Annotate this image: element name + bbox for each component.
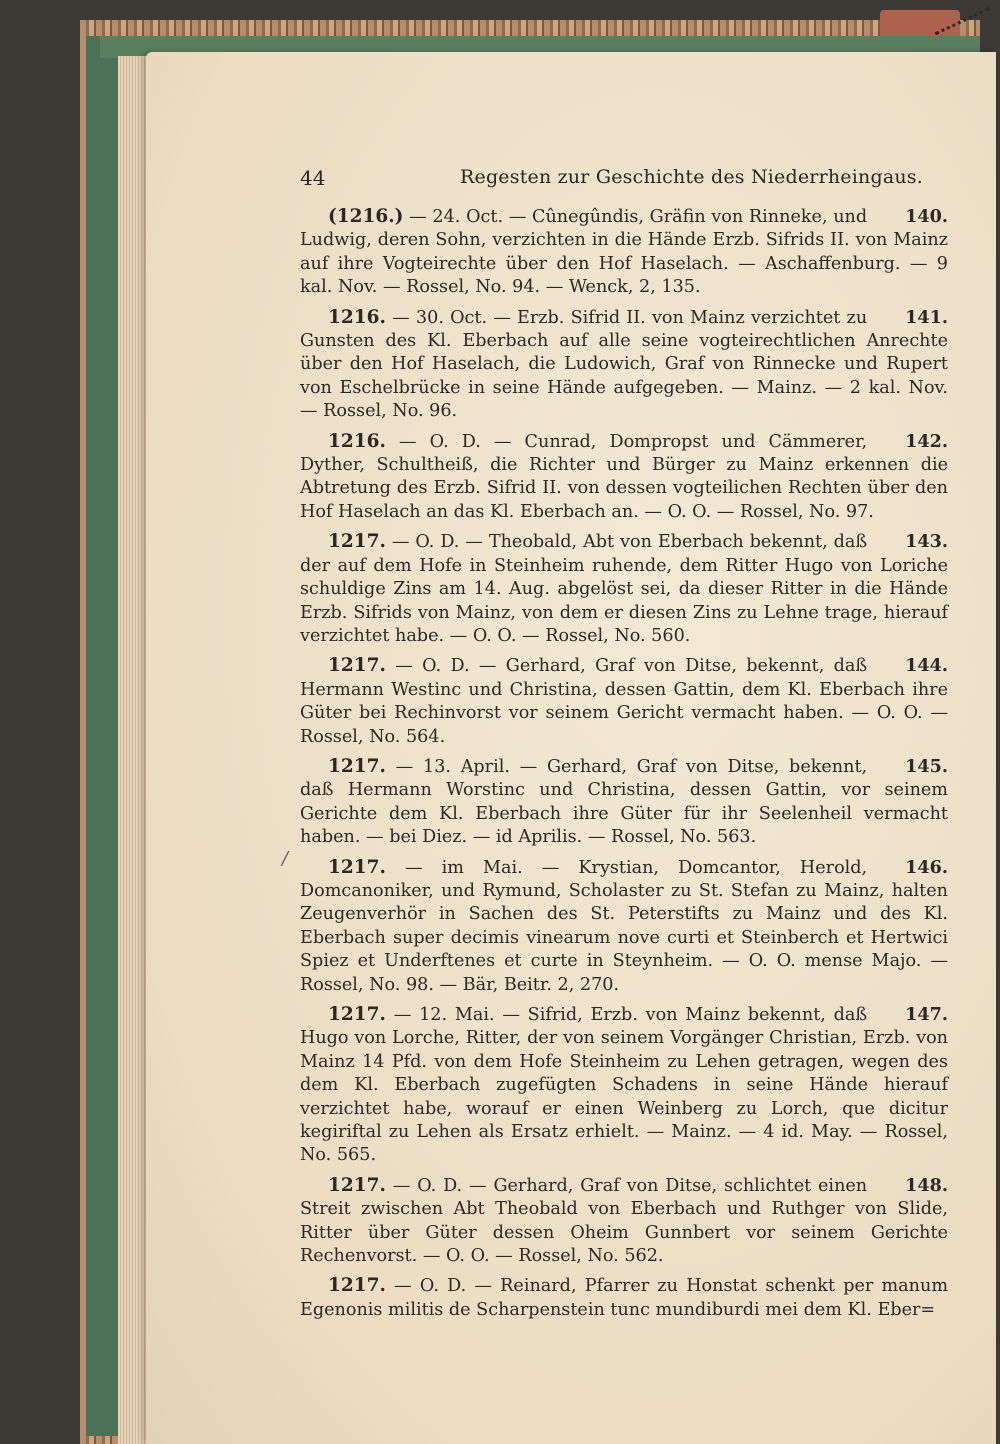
entry-date: 1216. [328,306,386,328]
entry-141 [300,306,948,424]
entry-number: 145. [905,755,948,777]
margin-mark: / [282,848,289,869]
entry-text: — 30. Oct. — Erzb. Sifrid II. von Mainz verzichtet zu Gunsten des Kl. Eberbach auf alle seine vogteirechtlichen Anrechte über den Hof Haselach, die Ludowich, Graf von Rinnecke und Rupert von Eschelbrücke in seine Hände aufgegeben. — Mainz. — 2 kal. Nov. — Rossel, No. 96. [300,307,948,422]
entry-text: — 13. April. — Gerhard, Graf von Ditse, bekennt, daß Hermann Worstinc und Christina, dessen Gattin, vor seinem Gerichte dem Kl. Eberbach ihre Güter für ihr Seelenheil vermacht haben. — bei Diez. — id Aprilis. — Rossel, No. 563. [300,756,948,848]
entry-text: — O. D. — Cunrad, Dompropst und Cämmerer, Dyther, Schultheiß, die Richter und Bürger zu Mainz erkennen die Abtretung des Erzb. Sifrid II. von dessen vogteilichen Rechten über den Hof Haselach an das Kl. Eberbach an. — O. O. — Rossel, No. 97. [300,431,948,522]
entry-140 [300,205,948,300]
entry-149-partial [300,1274,948,1322]
entry-text: — 24. Oct. — Cûnegûndis, Gräfin von Rinneke, und Ludwig, deren Sohn, verzichten in die Hände Erzb. Sifrids II. von Mainz auf ihre Vogteirechte über den Hof Haselach. — Aschaffenburg. — 9 kal. Nov. — Rossel, No. 94. — Wenck, 2, 135. [300,207,948,298]
entry-number: 141. [905,306,948,328]
entry-text: — O. D. — Theobald, Abt von Eberbach bekennt, daß der auf dem Hofe in Steinheim ruhende, dem Ritter Hugo von Loriche schuldige Zins am 14. Aug. abgelöst sei, da dieser Ritter in die Hände Erzb. Sifrids von Mainz, von dem er diesen Zins zu Lehne trage, hierauf verzichtet habe. — O. O. — Rossel, No. 560. [300,532,948,646]
entry-date: 1217. [328,755,386,777]
entry-date: (1216.) [328,206,404,227]
entry-date: 1217. [328,655,386,677]
page-number: 44 [300,166,326,190]
entry-148 [300,1174,948,1269]
entry-date: 1217. [328,531,386,553]
entry-145 [300,755,948,850]
entry-date: 1217. [328,1275,386,1297]
entry-number: 142. [905,430,948,452]
entry-147 [300,1003,948,1168]
entry-date: 1217. [328,856,386,878]
entry-number: 147. [905,1004,948,1025]
entry-143 [300,530,948,648]
entry-number: 144. [905,655,948,677]
entry-number: 143. [905,531,948,553]
entry-text: — O. D. — Gerhard, Graf von Ditse, schlichtet einen Streit zwischen Abt Theobald von Eberbach und Ruthger von Slide, Ritter über Güter dessen Oheim Gunnbert vor seinem Gerichte Rechenvorst. — O. O. — Rossel, No. 562. [300,1175,948,1267]
entry-date: 1217. [328,1004,386,1025]
entry-142 [300,430,948,525]
page-body [300,205,948,1328]
entry-date: 1216. [328,430,386,452]
entry-text: — O. D. — Reinard, Pfarrer zu Honstat schenkt per manum Egenonis militis de Scharpenstein tunc mundiburdi mei dem Kl. Eber= [300,1276,949,1320]
entry-number: 148. [905,1174,948,1196]
entry-number: 140. [905,206,948,227]
entry-144 [300,654,948,749]
entry-text: — 12. Mai. — Sifrid, Erzb. von Mainz bekennt, daß Hugo von Lorche, Ritter, der von seinem Vorgänger Christian, Erzb. von Mainz 14 Pfd. von dem Hofe Steinheim zu Lehen getragen, wegen des dem Kl. Eberbach zugefügten Schadens in seine Hände hierauf verzichtet habe, worauf er einen Weinberg zu Lorch, que dicitur kegiriftal zu Lehen als Ersatz erhielt. — Mainz. — 4 id. May. — Rossel, No. 565. [300,1005,948,1166]
entry-text: — im Mai. — Krystian, Domcantor, Herold, Domcanoniker, und Rymund, Scholaster zu St. Stefan zu Mainz, halten Zeugenverhör in Sachen des St. Peterstifts zu Mainz und des Kl. Eberbach super decimis vinearum nove curti et Steinberch et Hertwici Spiez et Underftenes et curte in Steynheim. — O. O. mense Majo. — Rossel, No. 98. — Bär, Beitr. 2, 270. [300,857,948,995]
entry-number: 146. [905,856,948,878]
entry-146 [300,856,948,997]
page-header [300,166,950,196]
entry-date: 1217. [328,1174,386,1196]
entry-text: — O. D. — Gerhard, Graf von Ditse, bekennt, daß Hermann Westinc und Christina, dessen Gattin, dem Kl. Eberbach ihre Güter bei Rechinvorst vor seinem Gericht vermacht haben. — O. O. — Rossel, No. 564. [300,656,948,747]
running-title: Regesten zur Geschichte des Niederrheingaus. [460,166,923,188]
